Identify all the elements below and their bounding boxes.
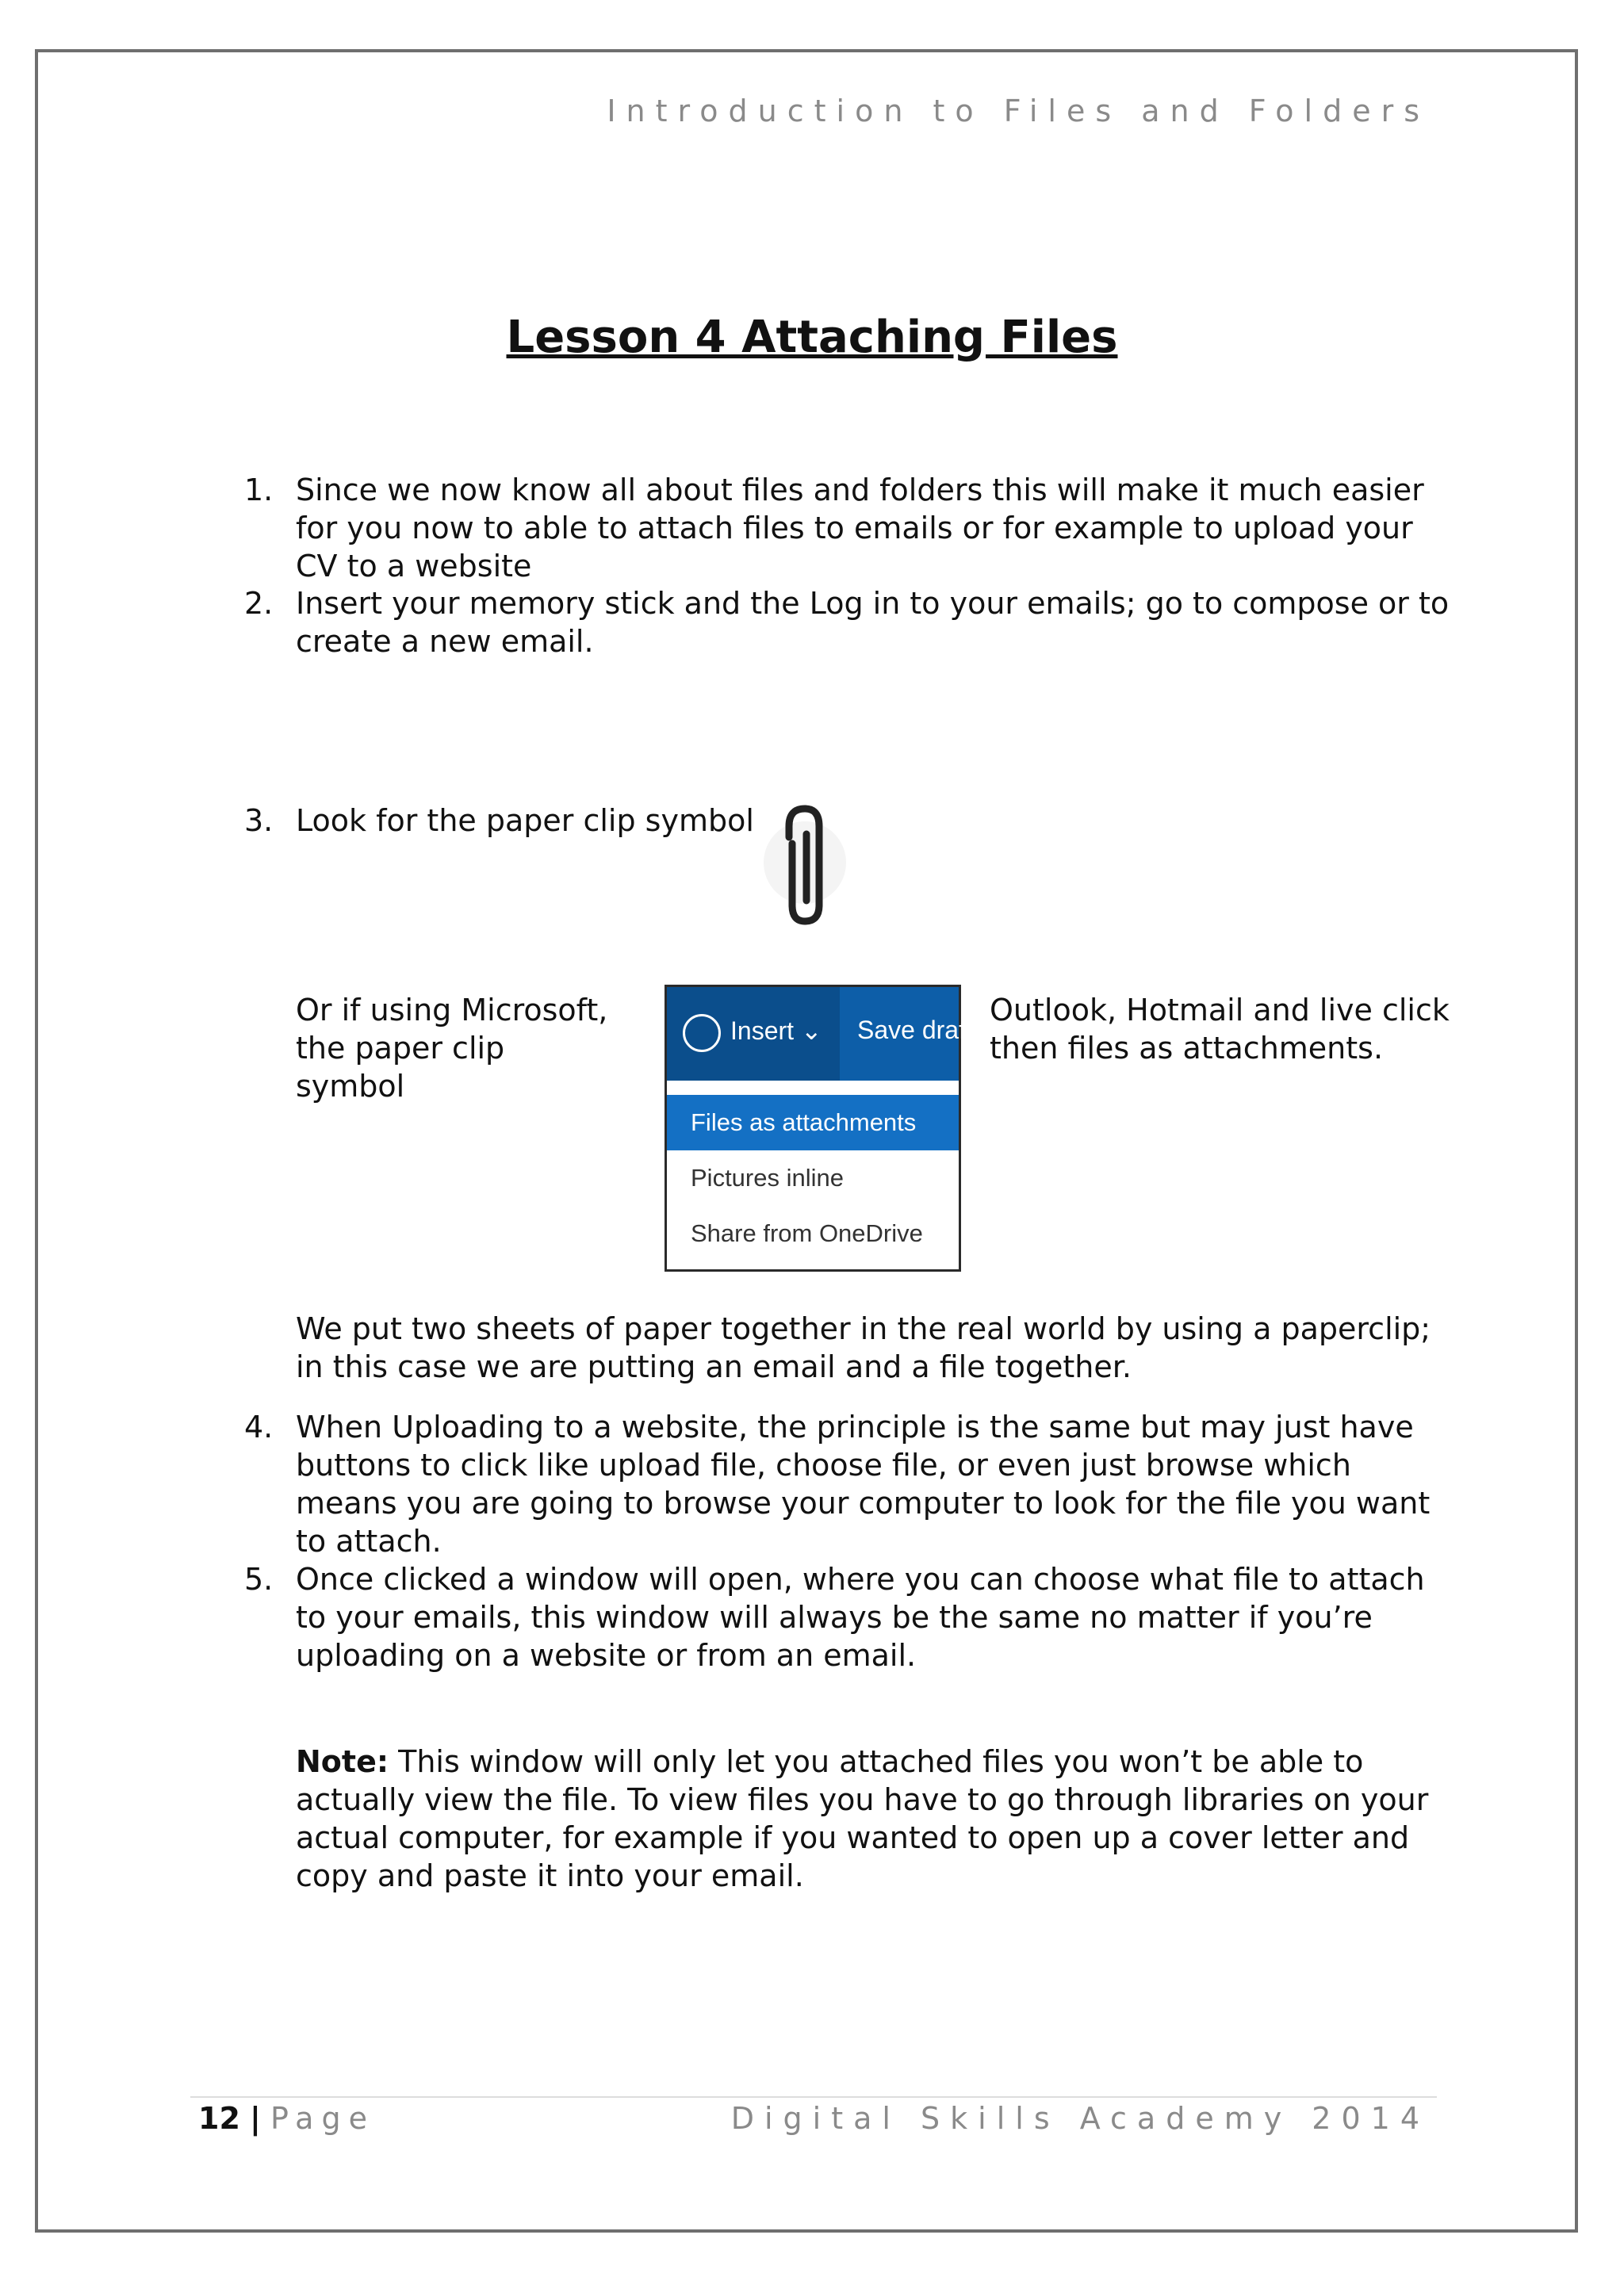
footer-rule bbox=[190, 2096, 1437, 2098]
list-number: 3. bbox=[244, 803, 274, 838]
list-text: Since we now know all about files and folders this will make it much easier for you now to able to attach files to emails or for example to upload your CV to a website bbox=[296, 473, 1424, 584]
list-text: Look for the paper clip symbol bbox=[296, 803, 754, 838]
page-label: Page bbox=[270, 2101, 375, 2136]
menu-item-share-from-onedrive[interactable]: Share from OneDrive bbox=[691, 1219, 923, 1247]
menu-item-files-as-attachments[interactable]: Files as attachments bbox=[667, 1095, 959, 1150]
list-text: When Uploading to a website, the principle is the same but may just have buttons to click like upload file, choose file, or even just browse which means you are going to browse your computer to look for the file you want to attach. bbox=[296, 1410, 1431, 1559]
paperclip-paragraph: We put two sheets of paper together in the real world by using a paperclip; in this case we are putting an email and a file together. bbox=[296, 1311, 1431, 1384]
page-number: 12 bbox=[198, 2101, 240, 2136]
note-paragraph bbox=[296, 1743, 1450, 1895]
insert-menu-screenshot bbox=[665, 985, 973, 1272]
footer-page-info bbox=[198, 2101, 375, 2136]
menu-toolbar bbox=[667, 987, 973, 1081]
paperclip-icon bbox=[757, 793, 852, 936]
running-header: Introduction to Files and Folders bbox=[607, 94, 1430, 128]
list-number: 5. bbox=[244, 1562, 274, 1597]
menu-separator bbox=[667, 1081, 959, 1095]
list-number: 4. bbox=[244, 1410, 274, 1445]
insert-button[interactable] bbox=[667, 987, 840, 1081]
footer-academy: Digital Skills Academy 2014 bbox=[730, 2101, 1430, 2136]
list-text: Once clicked a window will open, where you can choose what file to attach to your emails, this window will always be the same no matter if you’re uploading on a website or from an email. bbox=[296, 1562, 1425, 1673]
microsoft-left-text: Or if using Microsoft, the paper clip symbol bbox=[296, 993, 608, 1104]
list-number: 2. bbox=[244, 586, 274, 621]
note-text: This window will only let you attached files you won’t be able to actually view the file. To view files you have to go through libraries on your actual computer, for example if you wanted to open up a cover letter and copy and paste it into your email. bbox=[296, 1744, 1429, 1893]
list-text: Insert your memory stick and the Log in to your emails; go to compose or to create a new email. bbox=[296, 586, 1450, 659]
menu-item-pictures-inline[interactable]: Pictures inline bbox=[691, 1164, 844, 1192]
lesson-title: Lesson 4 Attaching Files bbox=[506, 312, 1118, 363]
save-draft-button[interactable]: Save draft bbox=[857, 1016, 973, 1044]
attach-icon bbox=[683, 1014, 721, 1052]
list-number: 1. bbox=[244, 473, 274, 507]
footer-separator: | bbox=[249, 2101, 261, 2136]
note-label: Note: bbox=[296, 1744, 389, 1779]
insert-label: Insert ⌄ bbox=[730, 1016, 822, 1045]
microsoft-right-text: Outlook, Hotmail and live click then files as attachments. bbox=[990, 993, 1450, 1066]
